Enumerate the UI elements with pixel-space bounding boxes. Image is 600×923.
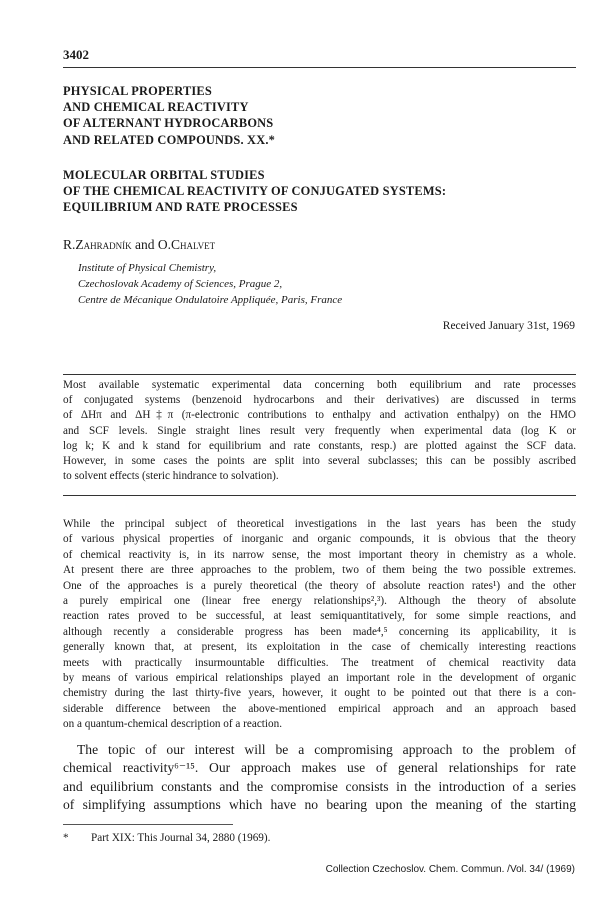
article-title (63, 83, 576, 148)
footnote (63, 832, 270, 844)
abstract-line: of ΔHπ and ΔH‡π (π-electronic contributions to enthalpy and activation enthalpy) on the HMO (63, 409, 576, 422)
subtitle-line: EQUILIBRIUM AND RATE PROCESSES (63, 200, 298, 215)
footnote-rule (63, 824, 233, 825)
footnote-text: Part XIX: This Journal 34, 2880 (1969). (91, 832, 271, 844)
abstract-line: log k; K and k stand for equilibrium and rate constants, resp.) are plotted against the SCF data. (63, 439, 576, 452)
body-line: of chemical reactivity is, in its narrow sense, the most important theory in chemistry as a whole. (63, 548, 576, 561)
body-line: The topic of our interest will be a compromising approach to the problem of (77, 742, 576, 757)
affiliation (78, 260, 342, 308)
author-conjunction: and (135, 237, 155, 252)
subtitle-line: OF THE CHEMICAL REACTIVITY OF CONJUGATED SYSTEMS: (63, 184, 447, 199)
body-line: chemistry during the last thirty-five years, however, it ought to be pointed out that there is a con- (63, 687, 576, 700)
abstract (63, 378, 576, 484)
body-line: One of the approaches is a purely theoretical (the theory of absolute reaction rates¹) and the other (63, 579, 576, 592)
body-line: meets with practically insurmountable difficulties. The treatment of chemical reactivity data (63, 656, 576, 669)
article-subtitle (63, 167, 576, 216)
body-line: At present there are three approaches to the problem, two of them being the two possible extremes. (63, 564, 576, 577)
body-line: of simplifying assumptions which have no bearing upon the meaning of the starting (63, 797, 576, 813)
abstract-line: to solvent effects (steric hindrance to solvation). (63, 470, 279, 483)
affiliation-line: Czechoslovak Academy of Sciences, Prague 2, (78, 278, 283, 290)
title-line: AND CHEMICAL REACTIVITY (63, 100, 249, 115)
intro-paragraph (63, 517, 576, 733)
body-line: a purely empirical one (linear free energy relationships²,³). Although the theory of absolute (63, 595, 576, 608)
affiliation-line: Centre de Mécanique Ondulatoire Appliquée, Paris, France (78, 294, 343, 306)
body-line: of various physical properties of inorganic and organic compounds, it is obvious that the theory (63, 533, 576, 546)
authors (63, 237, 215, 253)
body-line: generally known that, at present, its exploitation in the case of chemically interesting reactions (63, 641, 576, 654)
body-line: reaction rates proved to be successful, at least semiquantitatively, for some simple reactions, and (63, 610, 576, 623)
footnote-marker: * (63, 832, 69, 844)
received-date: Received January 31st, 1969 (442, 320, 575, 332)
body-line: While the principal subject of theoretical investigations in the last years has been the study (63, 518, 576, 530)
body-line: and equilibrium constants and the compromise consists in the introduction of a series (63, 778, 576, 794)
abstract-bottom-rule (63, 495, 576, 496)
abstract-line: and SCF levels. Single straight lines result very frequently when experimental data (log K or (63, 424, 576, 437)
main-paragraph (63, 741, 576, 815)
body-line: siderable difference between the above-mentioned empirical approach and an approach based (63, 702, 576, 715)
body-line: although recently a considerable progress has been made⁴,⁵ concerning its applicability, it is (63, 625, 576, 638)
body-line: by means of various empirical relationships played an important role in the development of organic (63, 672, 576, 685)
title-line: PHYSICAL PROPERTIES (63, 84, 212, 98)
body-line: chemical reactivity⁶⁻¹⁵. Our approach makes use of general relationships for rate (63, 760, 576, 776)
page-number: 3402 (63, 47, 89, 62)
body-line: on a quantum-chemical description of a reaction. (63, 718, 283, 731)
abstract-top-rule (63, 374, 576, 375)
author-name: O.Chalvet (157, 237, 216, 252)
title-line: OF ALTERNANT HYDROCARBONS (63, 116, 274, 131)
title-line: AND RELATED COMPOUNDS. XX.* (63, 132, 276, 147)
abstract-line: However, in some cases the points are split into several subclasses; this can be possibly ascribed (63, 455, 576, 468)
affiliation-line: Institute of Physical Chemistry, (78, 262, 217, 274)
abstract-line: Most available systematic experimental data concerning both equilibrium and rate processes (63, 379, 576, 391)
journal-footer: Collection Czechoslov. Chem. Commun. /Vol. 34/ (1969) (325, 864, 575, 875)
subtitle-line: MOLECULAR ORBITAL STUDIES (63, 168, 265, 182)
header-rule (63, 67, 576, 68)
author-name: R.Zahradník (63, 237, 132, 252)
abstract-line: of conjugated systems (benzenoid hydrocarbons and their derivatives) are discussed in terms (63, 394, 576, 407)
